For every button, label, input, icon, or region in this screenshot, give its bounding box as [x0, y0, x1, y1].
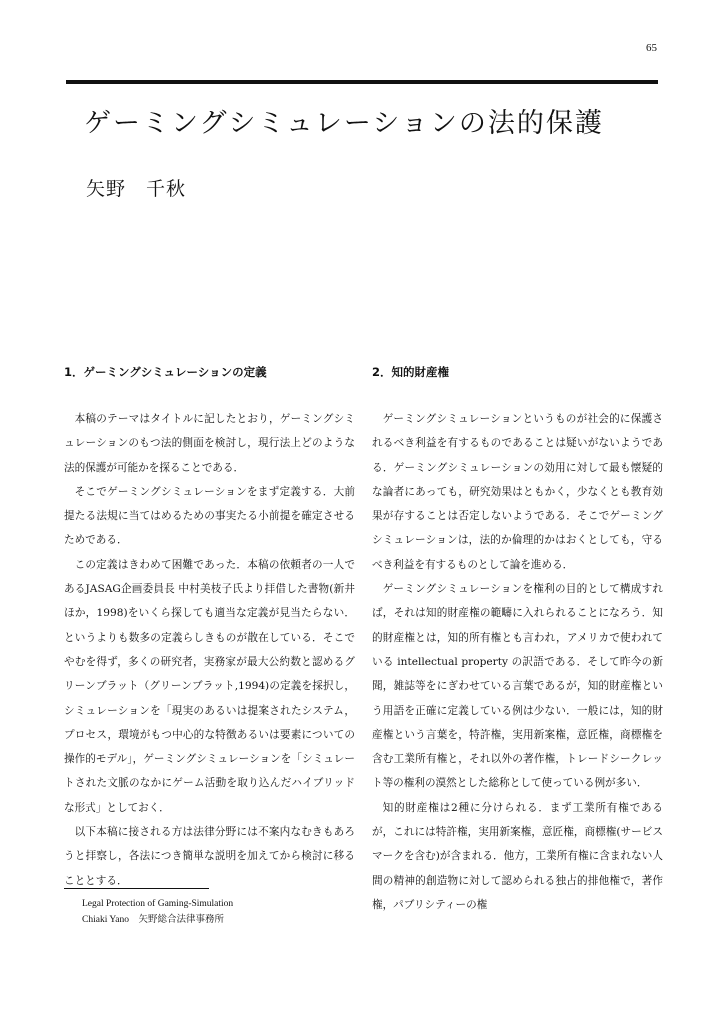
page-number: 65	[646, 42, 657, 54]
footnote	[82, 896, 233, 928]
section-1-heading: 1．ゲーミングシミュレーションの定義	[64, 365, 267, 379]
right-column	[372, 364, 663, 917]
section-2-paragraph-2: ゲーミングシミュレーションを権利の目的として構成すれば，それは知的財産権の範疇に入れられることになろう．知的財産権とは，知的所有権とも言われ，アメリカで使われている intellectual property の訳語である．そして昨今の新聞，雑誌等をにぎわせている言葉であるが，知的財産権という用語を正確に定義している例は少ない．一般には，知的財産権という言葉を，特許権，実用新案権，意匠権，商標権を含む工業所有権と，それ以外の著作権，トレードシークレット等の権利の漠然とした総称として使っている例が多い．	[372, 583, 663, 790]
header-rule	[66, 80, 658, 84]
article-author: 矢野 千秋	[86, 178, 187, 200]
footnote-rule	[64, 888, 209, 889]
section-2-paragraph-3: 知的財産権は2種に分けられる．まず工業所有権であるが，これには特許権，実用新案権，意匠権，商標権(サービスマークを含む)が含まれる．他方，工業所有権に含まれない人間の精神的創造物に対して認められる独占的排他権で，著作権，パブリシティーの権	[372, 801, 663, 911]
left-column	[64, 364, 355, 893]
section-2-paragraph-1: ゲーミングシミュレーションというものが社会的に保護されるべき利益を有するものであることは疑いがないようである．ゲーミングシミュレーションの効用に対して最も懐疑的な論者にあっても，研究効果はともかく，少なくとも教育効果が存することは否定しないようである．そこでゲーミングシミュレーションは，法的か倫理的かはおくとしても，守るべき利益を有するものとして論を進める．	[372, 413, 663, 571]
article-title: ゲーミングシミュレーションの法的保護	[84, 108, 604, 139]
section-2-heading: 2．知的財産権	[372, 365, 450, 379]
section-1-paragraph-1: 本稿のテーマはタイトルに記したとおり，ゲーミングシミュレーションのもつ法的側面を検討し，現行法上どのような法的保護が可能かを探ることである．	[64, 413, 355, 474]
section-1-paragraph-3: この定義はきわめて困難であった．本稿の依頼者の一人であるJASAG企画委員長 中村美枝子氏より拝借した書物(新井ほか，1998)をいくら探しても適当な定義が見当たらない．というよりも数多の定義らしきものが散在している．そこでやむを得ず，多くの研究者，実務家が最大公約数と認めるグリーンブラット（グリーンブラット,1994)の定義を採択し，シミュレーションを「現実のあるいは提案されたシステム，プロセス，環境がもつ中心的な特徴あるいは要素についての操作的モデル」，ゲーミングシミュレーションを「シミュレートされた文脈のなかにゲーム活動を取り込んだハイブリッドな形式」としておく．	[64, 558, 355, 814]
section-1-paragraph-2: そこでゲーミングシミュレーションをまず定義する．大前提たる法規に当てはめるための事実たる小前提を確定させるためである．	[64, 485, 355, 547]
footnote-english-title: Legal Protection of Gaming-Simulation	[82, 899, 234, 909]
section-1-paragraph-4: 以下本稿に接される方は法律分野には不案内なむきもあろうと拝察し，各法につき簡単な説明を加えてから検討に移ることとする．	[64, 826, 355, 887]
footnote-author-affiliation: Chiaki Yano 矢野総合法律事務所	[82, 915, 224, 925]
